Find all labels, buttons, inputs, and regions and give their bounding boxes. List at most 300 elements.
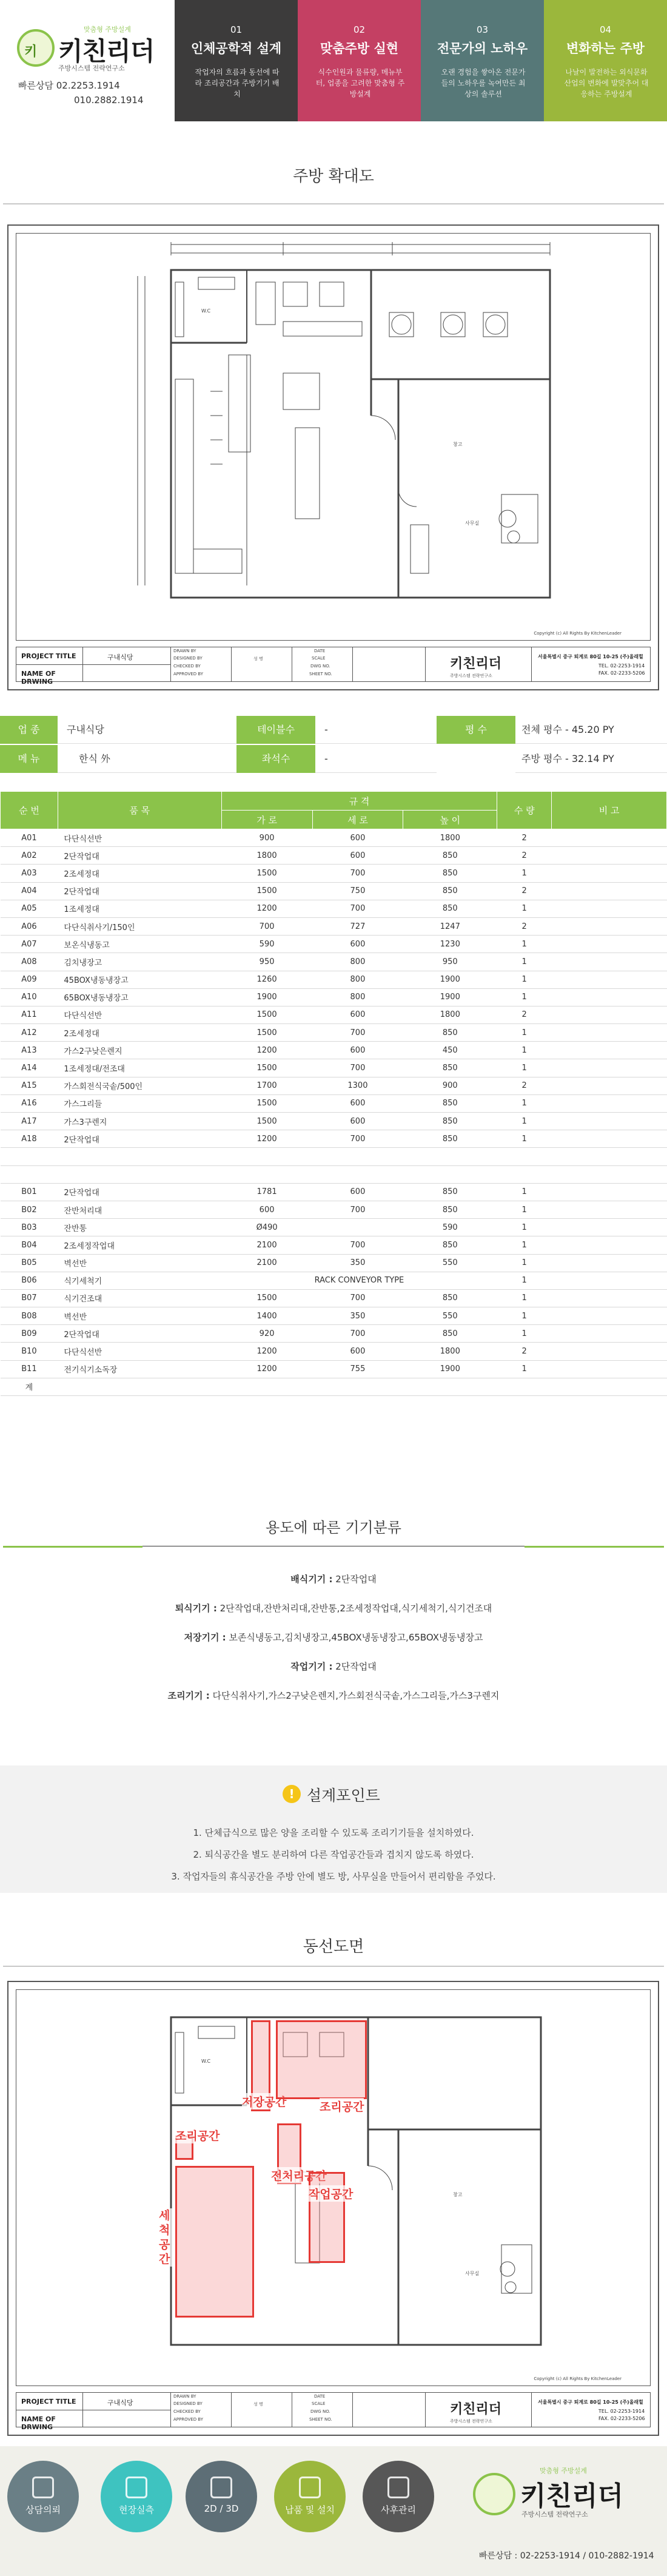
design-point-1: 1. 단체급식으로 많은 양을 조리할 수 있도록 조리기기들을 설치하였다. <box>193 1827 474 1838</box>
cell-d <box>312 1219 403 1236</box>
cell-name: 가스3구렌지 <box>58 1113 221 1130</box>
cell-h: 850 <box>403 900 497 917</box>
table-row <box>1 1148 667 1165</box>
cell-d: 350 <box>312 1307 403 1325</box>
cell-h: 850 <box>403 1130 497 1148</box>
cell-d: 755 <box>312 1360 403 1378</box>
cell-w: 590 <box>221 936 312 953</box>
cell-d: 600 <box>312 1343 403 1360</box>
table-row <box>1 1006 667 1023</box>
cell-note <box>552 847 667 865</box>
project-info-table <box>0 716 667 774</box>
divider <box>3 1966 664 1967</box>
cell-name: 2단작업대 <box>58 882 221 900</box>
feature-title: 인체공학적 설계 <box>190 41 282 56</box>
feature-number: 02 <box>353 24 366 35</box>
cell-w: 1260 <box>221 971 312 988</box>
zone-wash <box>175 2166 254 2318</box>
table-row <box>1 1360 667 1378</box>
cell-q: 2 <box>497 829 552 847</box>
cell-no: A08 <box>1 953 58 971</box>
class-storage: 저장기기 : 보존식냉동고,김치냉장고,45BOX냉동냉장고,65BOX냉동냉장고 <box>184 1632 483 1643</box>
logo-icon <box>473 2473 515 2515</box>
cell-h: 850 <box>403 1325 497 1343</box>
cell-note <box>552 1094 667 1112</box>
cell-w: 950 <box>221 953 312 971</box>
cell-d: 600 <box>312 847 403 865</box>
cell-note <box>552 1024 667 1042</box>
cell-no: B06 <box>1 1272 58 1289</box>
zone-cook-top <box>276 2020 367 2099</box>
area-kitchen: 주방 평수 - 32.14 PY <box>521 753 614 764</box>
tb-sign-values: 성 명 <box>232 647 292 681</box>
cell-w: 1700 <box>221 1077 312 1094</box>
cell-d: 700 <box>312 900 403 917</box>
cell-d <box>312 1378 403 1395</box>
design-points-box <box>0 1765 667 1893</box>
cell-w: 2100 <box>221 1254 312 1272</box>
cell-no: A02 <box>1 847 58 865</box>
cell-no: A01 <box>1 829 58 847</box>
section-title-flow-plan: 동선도면 <box>303 1938 364 1956</box>
cell-note <box>552 936 667 953</box>
cell-d: 350 <box>312 1254 403 1272</box>
table-row <box>1 1343 667 1360</box>
cell-name: 다단식선반 <box>58 1343 221 1360</box>
cell-no: A17 <box>1 1113 58 1130</box>
cell-h: 1800 <box>403 1343 497 1360</box>
cell-note <box>552 900 667 917</box>
table-row <box>1 1219 667 1236</box>
tb-drawing-label: NAME OF DRWING <box>21 670 56 686</box>
svg-text:창고: 창고 <box>453 2192 463 2197</box>
cell-name: 다단식취사기/150인 <box>58 917 221 935</box>
class-return: 퇴식기기 : 2단작업대,잔반처리대,잔반통,2조세정작업대,식기세척기,식기건조대 <box>175 1603 492 1614</box>
cell-note <box>552 1289 667 1307</box>
cell-w <box>221 1165 312 1183</box>
cell-w: 1500 <box>221 865 312 882</box>
table-row <box>1 1201 667 1218</box>
footer-brand-tagline: 맞춤형 주방설계 <box>540 2467 587 2475</box>
cell-d: 1300 <box>312 1077 403 1094</box>
cell-q: 1 <box>497 1307 552 1325</box>
cell-note <box>552 1201 667 1218</box>
table-row <box>1 1289 667 1307</box>
cell-q <box>497 1378 552 1395</box>
cell-name: 잔반통 <box>58 1219 221 1236</box>
cell-d <box>312 1165 403 1183</box>
cell-d: 700 <box>312 1325 403 1343</box>
cell-note <box>552 1165 667 1183</box>
col-name: 품 목 <box>58 792 221 829</box>
cell-d: 700 <box>312 1130 403 1148</box>
monitor-icon <box>210 2477 232 2498</box>
table-row <box>1 1113 667 1130</box>
table-row <box>1 1130 667 1148</box>
cell-name: 가스그리들 <box>58 1094 221 1112</box>
feature-desc: 나날이 발전하는 외식문화 산업의 변화에 발맞추어 대응하는 주방설계 <box>564 68 649 98</box>
cell-q: 1 <box>497 1289 552 1307</box>
copyright: Copyright (c) All Rights By KitchenLeader <box>534 2376 622 2381</box>
table-row <box>1 1236 667 1254</box>
cell-w: 600 <box>221 1201 312 1218</box>
table-row <box>1 936 667 953</box>
class-serving: 배식기기 : 2단작업대 <box>290 1574 377 1585</box>
cell-q: 1 <box>497 1201 552 1218</box>
cell-d: 700 <box>312 1059 403 1077</box>
col-qty: 수 량 <box>497 792 552 829</box>
cell-note <box>552 988 667 1006</box>
wrench-icon <box>387 2477 409 2498</box>
cell-no: A10 <box>1 988 58 1006</box>
cell-note <box>552 1360 667 1378</box>
cell-note <box>552 1006 667 1023</box>
cell-q: 1 <box>497 1219 552 1236</box>
cell-w: 1500 <box>221 1059 312 1077</box>
cell-name <box>58 1148 221 1165</box>
svg-text:W.C: W.C <box>201 308 211 314</box>
feature-title: 변화하는 주방 <box>566 41 645 56</box>
truck-icon <box>299 2477 321 2498</box>
feature-desc: 오랜 경험을 쌓아온 전문가들의 노하우를 녹여만든 최상의 솔루션 <box>441 68 526 98</box>
cell-no: B07 <box>1 1289 58 1307</box>
cell-name: 2조세정대 <box>58 865 221 882</box>
cell-w: 1500 <box>221 1024 312 1042</box>
table-row <box>1 1183 667 1201</box>
cell-h: 1247 <box>403 917 497 935</box>
cell-w: Ø490 <box>221 1219 312 1236</box>
tb-tel: TEL. 02-2253-1914 <box>598 663 645 669</box>
brand-subline: 주방시스템 전략연구소 <box>58 64 125 72</box>
cell-q: 1 <box>497 900 552 917</box>
drawing-title-block <box>16 647 651 686</box>
cell-name: 65BOX냉동냉장고 <box>58 988 221 1006</box>
cell-q: 2 <box>497 1343 552 1360</box>
col-height: 높 이 <box>403 811 497 829</box>
warning-icon: ! <box>283 1785 301 1803</box>
cell-d: 600 <box>312 1006 403 1023</box>
tb-fax: FAX. 02-2233-5206 <box>598 670 645 676</box>
cell-note <box>552 1059 667 1077</box>
cell-name: 벽선반 <box>58 1307 221 1325</box>
step-survey[interactable]: 현장실측 <box>101 2461 172 2532</box>
col-no: 순 번 <box>1 792 58 829</box>
cell-w: 1800 <box>221 847 312 865</box>
footer-phone[interactable]: 빠른상담 : 02-2253-1914 / 010-2882-1914 <box>479 2551 654 2561</box>
table-row <box>1 847 667 865</box>
cell-name: 가스회전식국솥/500인 <box>58 1077 221 1094</box>
table-row <box>1 1094 667 1112</box>
equipment-table <box>0 791 667 1396</box>
menu-label: 메 뉴 <box>0 745 58 773</box>
cell-name: 식기건조대 <box>58 1289 221 1307</box>
cell-name: 다단식선반 <box>58 1006 221 1023</box>
cell-note <box>552 1077 667 1094</box>
cell-w: 2100 <box>221 1236 312 1254</box>
cell-q: 2 <box>497 882 552 900</box>
cell-w: 1500 <box>221 882 312 900</box>
cell-q: 1 <box>497 1042 552 1059</box>
cell-h: 850 <box>403 865 497 882</box>
cell-name <box>58 1165 221 1183</box>
cell-w: 1500 <box>221 1094 312 1112</box>
feature-title: 전문가의 노하우 <box>437 41 528 56</box>
feature-03 <box>421 0 544 121</box>
table-row <box>1 1077 667 1094</box>
table-row <box>1 1059 667 1077</box>
cell-name: 잔반처리대 <box>58 1201 221 1218</box>
area-total: 전체 평수 - 45.20 PY <box>521 724 614 735</box>
cell-q: 1 <box>497 1130 552 1148</box>
cell-name: 벽선반 <box>58 1254 221 1272</box>
cell-q: 2 <box>497 847 552 865</box>
col-depth: 세 로 <box>312 811 403 829</box>
cell-note <box>552 1378 667 1395</box>
cell-q: 1 <box>497 1360 552 1378</box>
table-row <box>1 865 667 882</box>
cell-h: 900 <box>403 1077 497 1094</box>
tb-project-label: PROJECT TITLE <box>21 652 76 660</box>
svg-text:W.C: W.C <box>201 2058 211 2064</box>
cell-note <box>552 1307 667 1325</box>
cell-h: 850 <box>403 1094 497 1112</box>
svg-text:창고: 창고 <box>453 442 463 447</box>
cell-no: A18 <box>1 1130 58 1148</box>
feature-04 <box>544 0 667 121</box>
tb-address: 서울특별시 중구 퇴계로 80길 10-25 (주)올래힐 <box>538 654 643 659</box>
cell-no: B08 <box>1 1307 58 1325</box>
cell-name: 1조세정대/전조대 <box>58 1059 221 1077</box>
cell-qty: 1 <box>497 1272 552 1289</box>
cell-h: 850 <box>403 847 497 865</box>
cell-q: 1 <box>497 1113 552 1130</box>
cell-d: 750 <box>312 882 403 900</box>
table-row <box>1 1272 667 1289</box>
feature-02 <box>298 0 421 121</box>
cell-no: A16 <box>1 1094 58 1112</box>
cell-d: 600 <box>312 936 403 953</box>
cell-name: 2단작업대 <box>58 847 221 865</box>
cell-q: 2 <box>497 1077 552 1094</box>
step-design[interactable]: 2D / 3D <box>186 2461 257 2532</box>
cell-q: 1 <box>497 865 552 882</box>
document-icon <box>32 2477 54 2498</box>
cell-q: 1 <box>497 1094 552 1112</box>
cell-h: 850 <box>403 1236 497 1254</box>
svg-text:사무실: 사무실 <box>465 521 480 526</box>
tables-value: - <box>324 724 328 735</box>
table-row <box>1 1254 667 1272</box>
cell-note <box>552 1042 667 1059</box>
cell-q: 2 <box>497 1006 552 1023</box>
cell-w: 900 <box>221 829 312 847</box>
table-row <box>1 953 667 971</box>
cell-h: 1800 <box>403 1006 497 1023</box>
step-aftercare[interactable]: 사후관리 <box>363 2461 434 2532</box>
table-row <box>1 1165 667 1183</box>
cell-no <box>1 1148 58 1165</box>
cell-h: 1230 <box>403 936 497 953</box>
cell-no: A14 <box>1 1059 58 1077</box>
cell-no: A04 <box>1 882 58 900</box>
cell-w: 700 <box>221 917 312 935</box>
cell-name: 2단작업대 <box>58 1325 221 1343</box>
cell-note <box>552 1183 667 1201</box>
cell-d: 700 <box>312 1024 403 1042</box>
cell-note <box>552 1113 667 1130</box>
step-consult[interactable]: 상담의뢰 <box>7 2461 79 2532</box>
cell-no: A07 <box>1 936 58 953</box>
design-point-2: 2. 퇴식공간을 별도 분리하여 다른 작업공간들과 겹치지 않도록 하였다. <box>193 1849 474 1860</box>
cell-d: 700 <box>312 1289 403 1307</box>
cell-name: 가스2구낮은렌지 <box>58 1042 221 1059</box>
cell-h: 1900 <box>403 988 497 1006</box>
tb-values <box>83 647 171 681</box>
cell-no: 계 <box>1 1378 58 1395</box>
cell-d: 600 <box>312 1183 403 1201</box>
cell-w: 1781 <box>221 1183 312 1201</box>
table-row <box>1 1378 667 1395</box>
cell-name: 2조세정작업대 <box>58 1236 221 1254</box>
cell-no: A03 <box>1 865 58 882</box>
feature-title: 맞춤주방 실현 <box>320 41 399 56</box>
feature-desc: 식수인원과 물류량, 메뉴부터, 업종을 고려한 맞춤형 주방설계 <box>315 68 405 98</box>
cell-w: 1900 <box>221 988 312 1006</box>
cell-q: 1 <box>497 936 552 953</box>
cell-no: B11 <box>1 1360 58 1378</box>
cell-note <box>552 1148 667 1165</box>
section-title-kitchen-plan: 주방 확대도 <box>293 167 374 186</box>
table-row <box>1 988 667 1006</box>
cell-note <box>552 1130 667 1148</box>
cell-note <box>552 953 667 971</box>
cell-no: A12 <box>1 1024 58 1042</box>
zone-work-label: 작업공간 <box>309 2185 353 2202</box>
cell-no: B03 <box>1 1219 58 1236</box>
tables-label: 테이블수 <box>236 716 315 744</box>
logo-icon: 키 <box>17 29 55 67</box>
feature-number: 01 <box>230 24 243 35</box>
phone-mobile[interactable]: 010.2882.1914 <box>74 95 144 106</box>
cell-note <box>552 1343 667 1360</box>
tb-project-label: PROJECT TITLE <box>21 2398 76 2406</box>
cell-note <box>552 1272 667 1289</box>
design-point-3: 3. 작업자들의 휴식공간을 주방 안에 별도 방, 사무실을 만들어서 편리함을 주었다. <box>171 1871 496 1882</box>
cell-h: 1800 <box>403 829 497 847</box>
cell-w: 1200 <box>221 1343 312 1360</box>
step-install[interactable]: 납품 및 설치 <box>274 2461 346 2532</box>
house-icon <box>126 2477 147 2498</box>
tb-labels <box>16 647 83 686</box>
tb-sign-labels: DRAWN BY DESIGNED BY CHECKED BY APPROVED BY <box>171 647 232 681</box>
cell-q <box>497 1165 552 1183</box>
brand-name: 키친리더 <box>58 36 155 66</box>
cell-name: 1조세정대 <box>58 900 221 917</box>
seats-label: 좌석수 <box>236 745 315 773</box>
cell-note <box>552 1219 667 1236</box>
feature-number: 04 <box>599 24 612 35</box>
svg-text:사무실: 사무실 <box>465 2271 480 2276</box>
cell-q: 1 <box>497 1183 552 1201</box>
cell-h: 850 <box>403 1024 497 1042</box>
cell-d: 600 <box>312 1042 403 1059</box>
copyright: Copyright (c) All Rights By KitchenLeader <box>534 631 622 636</box>
table-row <box>1 1325 667 1343</box>
cell-note <box>552 865 667 882</box>
cell-q: 1 <box>497 1254 552 1272</box>
feature-number: 03 <box>476 24 489 35</box>
cell-h: 950 <box>403 953 497 971</box>
floor-plan-svg <box>16 234 652 635</box>
cell-h: 850 <box>403 1113 497 1130</box>
cell-note <box>552 971 667 988</box>
cell-h: 1900 <box>403 1360 497 1378</box>
footer <box>0 2446 667 2576</box>
cell-name: 보온식냉동고 <box>58 936 221 953</box>
cell-no: A06 <box>1 917 58 935</box>
cell-no: A09 <box>1 971 58 988</box>
feature-desc: 작업자의 흐름과 동선에 따라 조리공간과 주방기기 배치 <box>195 68 280 98</box>
cell-w: 1200 <box>221 1042 312 1059</box>
cell-note <box>552 917 667 935</box>
tb-logo: 키친리더 주방시스템 전략연구소 <box>426 647 532 681</box>
cell-d: 800 <box>312 953 403 971</box>
divider <box>3 203 664 204</box>
cell-note <box>552 1325 667 1343</box>
cell-h <box>403 1148 497 1165</box>
feature-01 <box>175 0 298 121</box>
cell-d: 800 <box>312 988 403 1006</box>
table-row <box>1 1307 667 1325</box>
cell-note <box>552 829 667 847</box>
cell-h: 850 <box>403 882 497 900</box>
cell-no <box>1 1165 58 1183</box>
zone-wash-label: 세척공간 <box>159 2208 173 2267</box>
section-title-classification: 용도에 따른 기기분류 <box>266 1519 401 1536</box>
equipment-rows <box>1 829 667 1396</box>
cell-h: 550 <box>403 1307 497 1325</box>
phone-primary[interactable]: 빠른상담 02.2253.1914 <box>18 80 120 91</box>
cell-w: 1400 <box>221 1307 312 1325</box>
cell-no: B05 <box>1 1254 58 1272</box>
cell-h: 550 <box>403 1254 497 1272</box>
cell-h: 850 <box>403 1183 497 1201</box>
cell-d: 600 <box>312 1094 403 1112</box>
tb-logo: 키친리더 주방시스템 전략연구소 <box>426 2393 532 2427</box>
table-row <box>1 1042 667 1059</box>
cell-q: 1 <box>497 988 552 1006</box>
brand-tagline: 맞춤형 주방설계 <box>84 25 131 33</box>
cell-name: 김치냉장고 <box>58 953 221 971</box>
kitchen-plan-drawing <box>7 224 659 690</box>
cell-name: 전기식기소독장 <box>58 1360 221 1378</box>
cell-no: A11 <box>1 1006 58 1023</box>
cell-d: 800 <box>312 971 403 988</box>
class-work: 작업기기 : 2단작업대 <box>290 1661 377 1672</box>
cell-q: 1 <box>497 1024 552 1042</box>
menu-value: 한식 外 <box>79 753 110 764</box>
cell-h <box>403 1378 497 1395</box>
drawing-title-block: PROJECT TITLE NAME OF DRWING 구내식당 DRAWN BY DESIGNED BY CHECKED BY APPROVED BY 성 명 DATE SCALE DWG NO. SHEET NO. 키친리더 주방시스템 전략연구소 서울특별시 중구 퇴계로 80길 10-25 (주)올래힐 TEL. 02-2253-1914 FAX. 02-2233-5206 <box>16 2392 651 2427</box>
zone-storage-label: 저장공간 <box>242 2093 286 2109</box>
cell-w <box>221 1378 312 1395</box>
cell-h: 450 <box>403 1042 497 1059</box>
cell-w: 1200 <box>221 1130 312 1148</box>
cell-d: 700 <box>312 1201 403 1218</box>
cell-name <box>58 1378 221 1395</box>
cell-no: B09 <box>1 1325 58 1343</box>
cell-no: B04 <box>1 1236 58 1254</box>
